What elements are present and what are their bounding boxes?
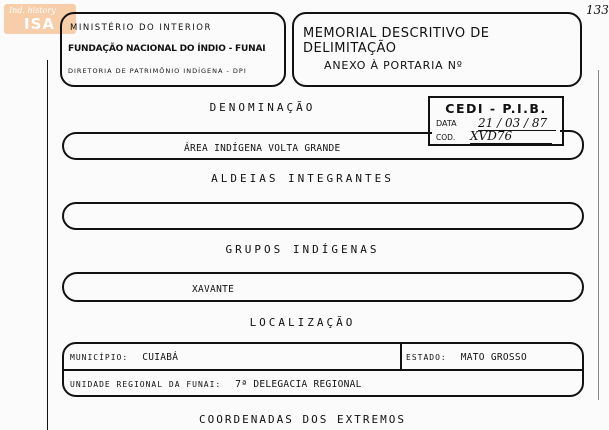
document-title: MEMORIAL DESCRITIVO DE DELIMITAÇÃO bbox=[303, 26, 490, 56]
header-institution-box bbox=[60, 12, 286, 87]
denominacao-field-bottom bbox=[430, 158, 562, 160]
foundation-name: FUNDAÇÃO NACIONAL DO ÍNDIO - FUNAI bbox=[68, 44, 266, 54]
heading-grupos: GRUPOS INDÍGENAS bbox=[225, 243, 380, 256]
localizacao-vertical-divider bbox=[400, 344, 402, 369]
stamp-date-value: 21 / 03 / 87 bbox=[478, 116, 556, 131]
heading-aldeias: ALDEIAS INTEGRANTES bbox=[211, 172, 394, 185]
denominacao-field bbox=[62, 132, 432, 160]
cedi-stamp bbox=[428, 96, 564, 146]
grupos-value: XAVANTE bbox=[192, 284, 235, 295]
annex-label: ANEXO À PORTARIA Nº bbox=[324, 59, 463, 72]
heading-denominacao: DENOMINAÇÃO bbox=[209, 101, 316, 114]
heading-coordenadas: COORDENADAS DOS EXTREMOS bbox=[199, 413, 406, 426]
page-number: 133 bbox=[586, 3, 609, 17]
denominacao-field-end bbox=[560, 130, 584, 160]
watermark-line2: ISA bbox=[24, 15, 55, 33]
localizacao-divider bbox=[64, 369, 582, 371]
header-title-box bbox=[292, 12, 582, 87]
stamp-date-label: DATA bbox=[436, 119, 457, 128]
unidade-regional-field bbox=[70, 379, 362, 390]
municipio-field bbox=[70, 352, 178, 363]
ministry-name: MINISTÉRIO DO INTERIOR bbox=[70, 23, 212, 33]
municipio-value: CUIABÁ bbox=[142, 352, 179, 363]
heading-localizacao: LOCALIZAÇÃO bbox=[249, 316, 356, 329]
estado-field bbox=[406, 352, 527, 363]
stamp-code-label: COD. bbox=[436, 133, 456, 142]
unidade-regional-value: 7ª DELEGACIA REGIONAL bbox=[235, 379, 362, 390]
right-margin-line bbox=[598, 70, 599, 400]
municipio-label: MUNICÍPIO: bbox=[70, 353, 129, 362]
stamp-code-value: XVD76 bbox=[470, 129, 552, 144]
directorate-name: DIRETORIA DE PATRIMÔNIO INDÍGENA - DPI bbox=[68, 67, 247, 75]
denominacao-value: ÁREA INDÍGENA VOLTA GRANDE bbox=[184, 143, 341, 154]
estado-label: ESTADO: bbox=[406, 353, 447, 362]
unidade-regional-label: UNIDADE REGIONAL DA FUNAI: bbox=[70, 380, 222, 389]
localizacao-box bbox=[62, 342, 584, 397]
grupos-field bbox=[62, 272, 584, 302]
watermark-line1: Ind. history bbox=[9, 6, 56, 15]
estado-value: MATO GROSSO bbox=[460, 352, 527, 363]
aldeias-field bbox=[62, 202, 584, 230]
stamp-org: CEDI - P.I.B. bbox=[445, 101, 547, 116]
